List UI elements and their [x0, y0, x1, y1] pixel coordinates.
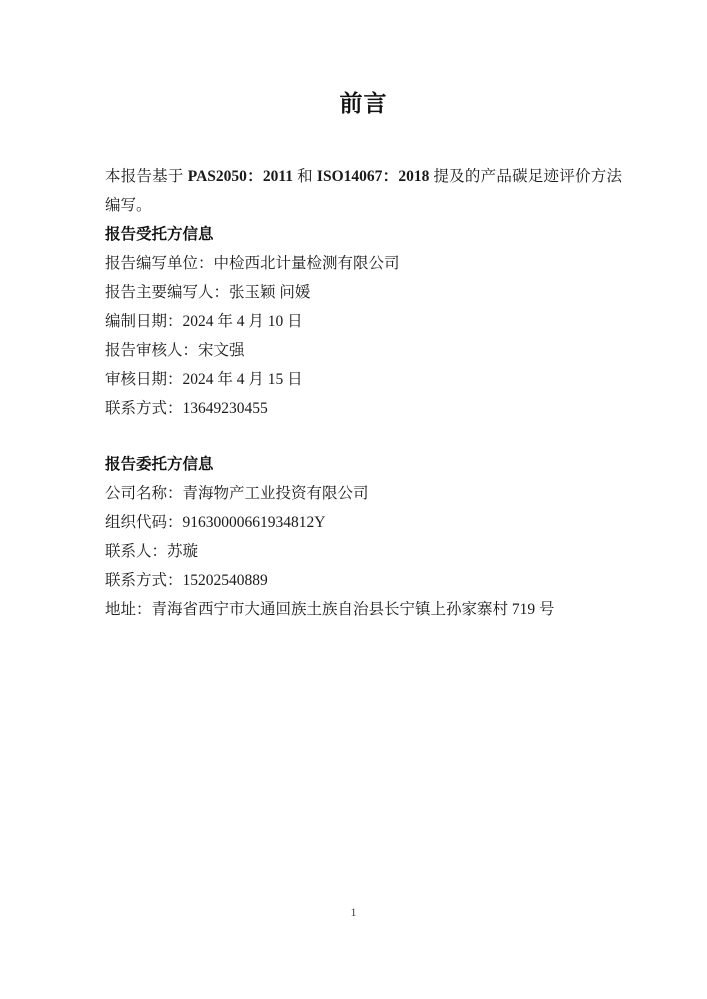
section-heading: 报告受托方信息	[105, 226, 214, 243]
section-heading: 报告委托方信息	[105, 456, 214, 473]
intro-text-suffix: 提及的产品碳足迹评价方法编写。	[105, 168, 622, 214]
info-line-contact-phone: 联系方式：13649230455	[105, 400, 268, 417]
page-content	[105, 0, 622, 624]
info-line-contact-person: 联系人：苏璇	[105, 543, 199, 560]
info-line-address: 地址：青海省西宁市大通回族土族自治县长宁镇上孙家寨村 719 号	[105, 601, 555, 618]
info-line-reviewer: 报告审核人：宋文强	[105, 342, 245, 359]
standard-ref-pas2050: PAS2050：2011	[187, 168, 293, 185]
section-report-client	[105, 450, 622, 624]
info-line-review-date: 审核日期：2024 年 4 月 15 日	[105, 371, 303, 388]
section-report-trustee	[105, 220, 622, 423]
intro-paragraph	[105, 162, 622, 220]
page-number: 1	[350, 905, 357, 919]
info-line-compile-date: 编制日期：2024 年 4 月 10 日	[105, 313, 303, 330]
info-line-main-authors: 报告主要编写人：张玉颖 问媛	[105, 284, 311, 301]
info-line-author-unit: 报告编写单位：中检西北计量检测有限公司	[105, 255, 400, 272]
intro-text-prefix: 本报告基于	[105, 168, 188, 185]
info-line-company-name: 公司名称：青海物产工业投资有限公司	[105, 485, 369, 502]
info-line-contact-phone: 联系方式：15202540889	[105, 572, 268, 589]
page-title: 前言	[339, 91, 388, 116]
info-line-org-code: 组织代码：91630000661934812Y	[105, 514, 326, 531]
intro-text-middle: 和	[292, 168, 317, 185]
standard-ref-iso14067: ISO14067：2018	[316, 168, 430, 185]
